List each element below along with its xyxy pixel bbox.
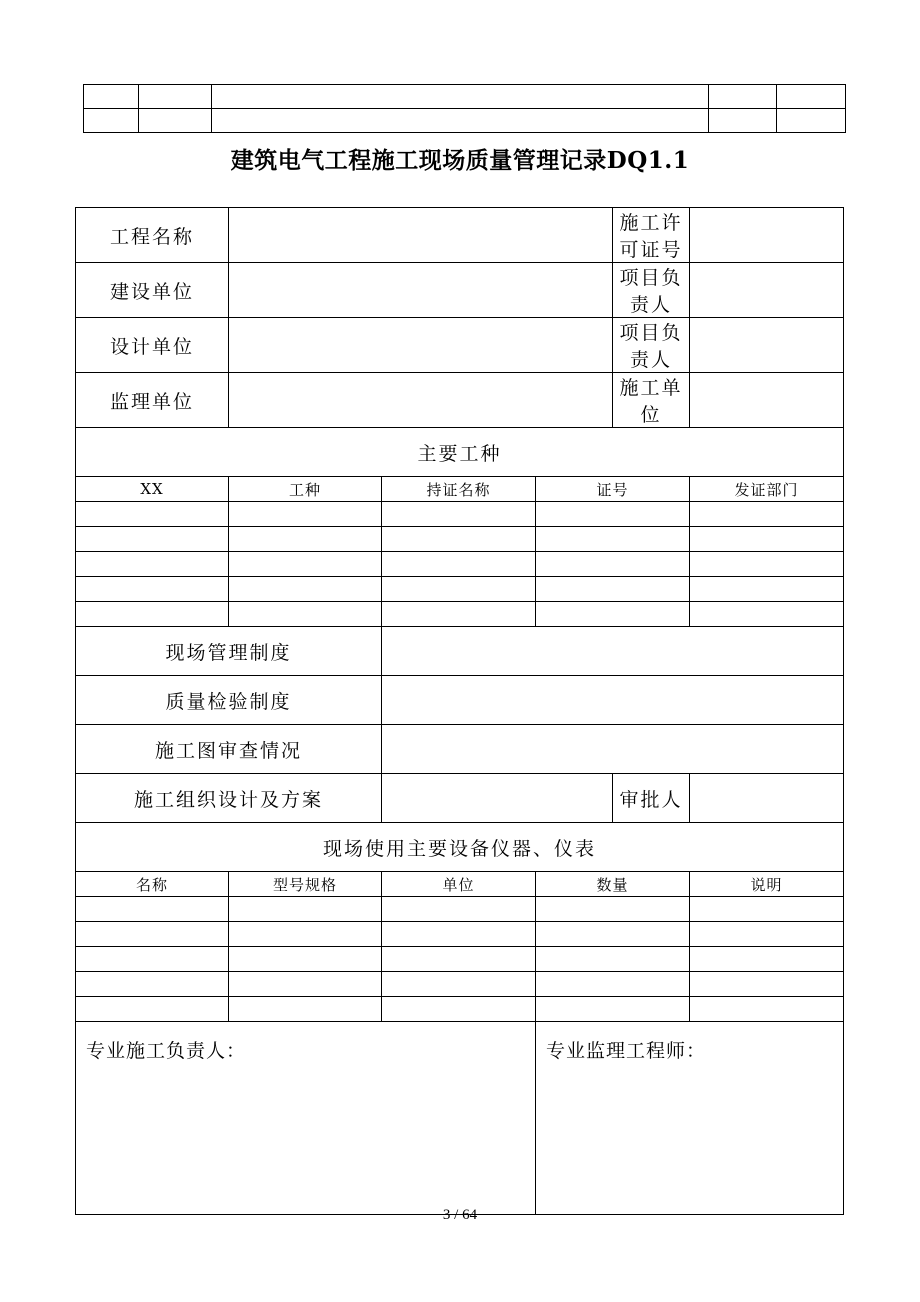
equipment-header-col: 名称 <box>76 872 229 897</box>
field-project-name[interactable] <box>229 208 613 263</box>
workers-header-col: 发证部门 <box>690 477 844 502</box>
header-strip-table <box>83 84 846 133</box>
equipment-section-title-row <box>76 823 844 872</box>
workers-header-col: 证号 <box>536 477 690 502</box>
header-strip-row <box>84 85 846 109</box>
label-design-manager: 项目负责人 <box>613 318 690 373</box>
field-construction-unit[interactable] <box>690 373 844 428</box>
equipment-table-row <box>76 897 844 922</box>
field-permit-number[interactable] <box>690 208 844 263</box>
equipment-header-col: 单位 <box>382 872 536 897</box>
header-strip-row <box>84 109 846 133</box>
page-number: 3 / 64 <box>442 1207 478 1223</box>
plan-row <box>76 774 844 823</box>
info-row-project <box>76 208 844 263</box>
label-construction-plan: 施工组织设计及方案 <box>76 774 382 823</box>
field-site-management-system[interactable] <box>382 627 844 676</box>
label-supervision-unit: 监理单位 <box>76 373 229 428</box>
field-drawing-review-status[interactable] <box>382 725 844 774</box>
system-row-drawing-review <box>76 725 844 774</box>
equipment-table-row <box>76 997 844 1022</box>
field-owner-manager[interactable] <box>690 263 844 318</box>
label-site-management-system: 现场管理制度 <box>76 627 382 676</box>
field-design-manager[interactable] <box>690 318 844 373</box>
quality-management-record-table <box>75 207 844 1215</box>
workers-table-row <box>76 552 844 577</box>
label-permit-number: 施工许可证号 <box>613 208 690 263</box>
workers-header-col: 持证名称 <box>382 477 536 502</box>
equipment-header-col: 数量 <box>536 872 690 897</box>
equipment-header-row <box>76 872 844 897</box>
label-approver: 审批人 <box>613 774 690 823</box>
workers-table-row <box>76 502 844 527</box>
label-project-name: 工程名称 <box>76 208 229 263</box>
document-title: 建筑电气工程施工现场质量管理记录DQ1.1 <box>230 147 690 174</box>
workers-section-title: 主要工种 <box>76 428 844 477</box>
info-row-owner <box>76 263 844 318</box>
label-quality-inspection-system: 质量检验制度 <box>76 676 382 725</box>
workers-table-row <box>76 577 844 602</box>
label-drawing-review-status: 施工图审查情况 <box>76 725 382 774</box>
system-row-site-management <box>76 627 844 676</box>
equipment-section-title: 现场使用主要设备仪器、仪表 <box>76 823 844 872</box>
workers-header-col: XX <box>76 477 229 502</box>
signature-supervision-engineer-label: 专业监理工程师： <box>546 1040 707 1062</box>
signature-supervision-engineer[interactable] <box>536 1022 844 1215</box>
equipment-table-row <box>76 972 844 997</box>
signature-row <box>76 1022 844 1215</box>
info-row-design <box>76 318 844 373</box>
field-owner-unit[interactable] <box>229 263 613 318</box>
workers-table-row <box>76 527 844 552</box>
signature-construction-manager-label: 专业施工负责人： <box>86 1040 247 1062</box>
equipment-header-col: 说明 <box>690 872 844 897</box>
field-design-unit[interactable] <box>229 318 613 373</box>
workers-header-row <box>76 477 844 502</box>
info-row-supervision <box>76 373 844 428</box>
signature-construction-manager[interactable] <box>76 1022 536 1215</box>
equipment-table-row <box>76 947 844 972</box>
field-approver[interactable] <box>690 774 844 823</box>
workers-table-row <box>76 602 844 627</box>
workers-header-col: 工种 <box>229 477 382 502</box>
field-quality-inspection-system[interactable] <box>382 676 844 725</box>
equipment-table-row <box>76 922 844 947</box>
label-construction-unit: 施工单位 <box>613 373 690 428</box>
label-owner-manager: 项目负责人 <box>613 263 690 318</box>
label-owner-unit: 建设单位 <box>76 263 229 318</box>
field-construction-plan[interactable] <box>382 774 613 823</box>
equipment-header-col: 型号规格 <box>229 872 382 897</box>
workers-section-title-row <box>76 428 844 477</box>
label-design-unit: 设计单位 <box>76 318 229 373</box>
field-supervision-unit[interactable] <box>229 373 613 428</box>
system-row-quality-inspection <box>76 676 844 725</box>
